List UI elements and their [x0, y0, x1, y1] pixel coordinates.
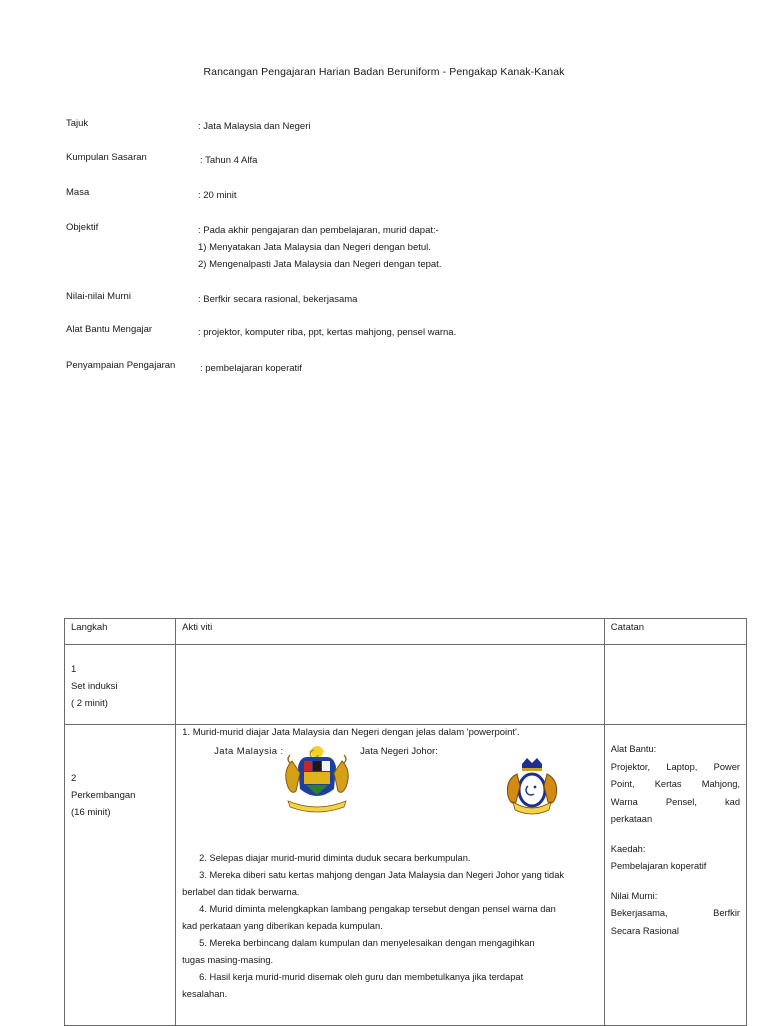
- lesson-table: [64, 618, 747, 1026]
- step-cell: 2 Perkembangan (16 minit): [65, 725, 176, 1026]
- meta-label: Tajuk: [66, 118, 89, 129]
- crest-area: [176, 738, 604, 838]
- notes-kaedah-title: Kaedah:: [610, 843, 646, 854]
- notes-nilai-last: Secara Rasional: [610, 925, 679, 936]
- notes-alat-line: Point, Kertas Mahjong,: [610, 779, 740, 789]
- step-cell: 1 Set induksi ( 2 minit): [65, 645, 176, 725]
- header-catatan: Catatan: [604, 619, 746, 645]
- table-row-perkembangan: [65, 725, 747, 1026]
- notes-nilai-title: Nilai Murni:: [610, 890, 658, 901]
- meta-value: : projektor, komputer riba, ppt, kertas mahjong, pensel warna.: [198, 327, 457, 338]
- notes-kaedah-value: Pembelajaran koperatif: [610, 861, 707, 871]
- meta-label: Alat Bantu Mengajar: [66, 324, 153, 335]
- meta-value: : pembelajaran koperatif: [200, 363, 302, 374]
- table-row-set-induksi: [65, 645, 747, 725]
- activity-item: berlabel dan tidak berwarna.: [182, 887, 300, 897]
- johor-coat-of-arms-image: [501, 756, 563, 816]
- meta-value: : 20 minit: [198, 190, 237, 201]
- table-header-row: [65, 619, 747, 645]
- notes-cell: [604, 645, 746, 725]
- label-jata-malaysia: Jata Malaysia :: [214, 746, 284, 757]
- activity-list: [176, 838, 604, 1003]
- activity-item: 4. Murid diminta melengkapkan lambang pengakap tersebut dengan pensel warna dan: [199, 904, 556, 914]
- activity-item: kesalahan.: [182, 989, 228, 999]
- activity-item: 2. Selepas diajar murid-murid diminta duduk secara berkumpulan.: [199, 853, 471, 863]
- meta-label: Objektif: [66, 222, 99, 233]
- activity-cell: [176, 725, 605, 1026]
- meta-value: : Jata Malaysia dan Negeri: [198, 121, 311, 132]
- activity-item: 5. Mereka berbincang dalam kumpulan dan menyelesaikan dengan mengagihkan: [199, 938, 535, 948]
- document-title: Rancangan Pengajaran Harian Badan Beruniform - Pengakap Kanak-Kanak: [203, 66, 565, 78]
- meta-value: : Pada akhir pengajaran dan pembelajaran, murid dapat:- 1) Menyatakan Jata Malaysia dan Negeri dengan betul. 2) Mengenalpasti Jata Malaysia dan Negeri dengan tepat.: [198, 225, 442, 270]
- header-langkah: Langkah: [65, 619, 176, 645]
- activity-intro: 1. Murid-murid diajar Jata Malaysia dan Negeri dengan jelas dalam 'powerpoint'.: [182, 727, 520, 738]
- label-jata-johor: Jata Negeri Johor:: [360, 746, 438, 757]
- notes-alat-title: Alat Bantu:: [610, 744, 657, 754]
- meta-value: : Berfkir secara rasional, bekerjasama: [198, 294, 358, 305]
- meta-label: Masa: [66, 187, 90, 198]
- meta-label: Penyampaian Pengajaran: [66, 360, 176, 371]
- activity-item: kad perkataan yang diberikan kepada kumpulan.: [182, 921, 383, 931]
- notes-nilai-line: Bekerjasama, Berfkir: [610, 908, 740, 918]
- notes-alat-line: Warna Pensel, kad: [610, 796, 740, 807]
- activity-item: tugas masing-masing.: [182, 955, 274, 965]
- activity-item: 3. Mereka diberi satu kertas mahjong dengan Jata Malaysia dan Negeri Johor yang tidak: [199, 870, 565, 880]
- notes-alat-last: perkataan: [610, 814, 653, 824]
- activity-cell: [176, 645, 605, 725]
- meta-label: Kumpulan Sasaran: [66, 152, 147, 163]
- meta-value: : Tahun 4 Alfa: [200, 155, 258, 166]
- meta-label: Nilai-nilai Murni: [66, 291, 131, 302]
- malaysia-coat-of-arms-image: [278, 743, 356, 815]
- notes-cell: [604, 725, 746, 1026]
- notes-alat-line: Projektor, Laptop, Power: [610, 761, 740, 772]
- activity-item: 6. Hasil kerja murid-murid disemak oleh guru dan membetulkanya jika terdapat: [199, 972, 524, 982]
- header-aktiviti: Akti viti: [176, 619, 605, 645]
